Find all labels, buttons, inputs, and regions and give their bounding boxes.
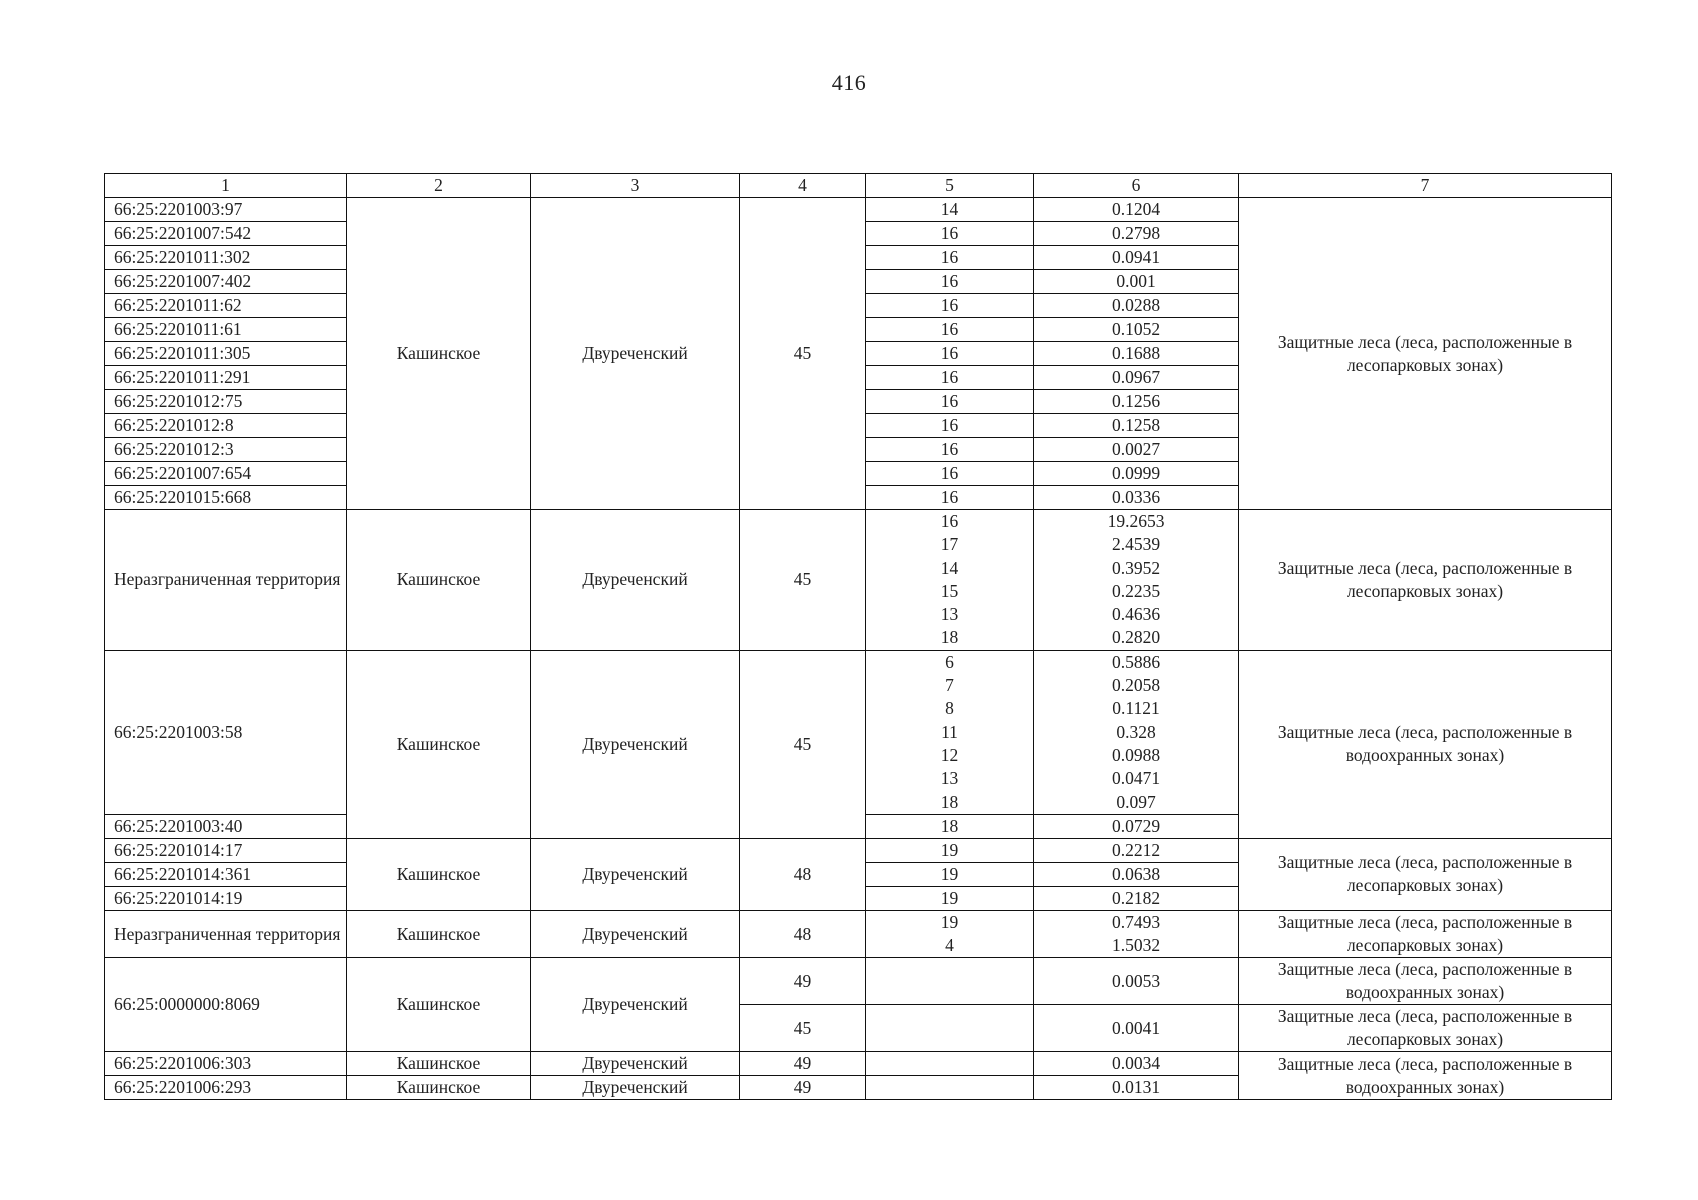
quarter-cell-line: 11 [941,721,958,742]
cadastral-number: 66:25:2201011:62 [105,294,347,318]
district-cell: Двуреченский [531,198,740,510]
area-cell-line: 2.4539 [1111,534,1161,555]
forestry-cell: Кашинское [347,650,531,838]
area-cell-line: 0.2235 [1111,580,1161,601]
number-cell: 48 [740,910,866,958]
district-cell: Двуреченский [531,1052,740,1076]
cadastral-number: 66:25:2201011:305 [105,342,347,366]
cadastral-number: 66:25:2201014:19 [105,886,347,910]
number-cell: 45 [740,510,866,651]
quarter-cell-line: 13 [940,768,959,789]
quarter-cell-line: 14 [940,557,959,578]
area-cell-line: 0.0988 [1111,744,1161,765]
cadastral-number: Неразграниченная территория [105,910,347,958]
number-cell: 49 [740,1076,866,1100]
number-cell: 49 [740,1052,866,1076]
area-cell: 0.0336 [1034,486,1239,510]
area-cell-line: 0.5886 [1111,651,1161,672]
quarter-cell: 16 [866,222,1034,246]
quarter-cell-line: 18 [940,627,959,648]
district-cell: Двуреченский [531,1076,740,1100]
quarter-cell: 16 [866,294,1034,318]
area-cell-line: 0.2820 [1111,627,1161,648]
cadastral-number: 66:25:2201012:3 [105,438,347,462]
district-cell: Двуреченский [531,838,740,910]
cadastral-number: 66:25:2201003:97 [105,198,347,222]
cadastral-number: 66:25:2201014:17 [105,838,347,862]
area-cell [1034,910,1239,958]
cadastral-number: 66:25:2201014:361 [105,862,347,886]
quarter-cell-line: 8 [945,698,954,719]
area-cell: 0.1052 [1034,318,1239,342]
quarter-cell-line: 15 [940,580,959,601]
quarter-cell-line: 19 [940,911,959,932]
category-cell: Защитные леса (леса, расположенные в водоохранных зонах) [1239,1052,1612,1100]
cadastral-number: 66:25:2201015:668 [105,486,347,510]
quarter-cell: 16 [866,342,1034,366]
area-cell-line: 0.328 [1116,721,1156,742]
cadastral-number: 66:25:2201006:303 [105,1052,347,1076]
cadastral-number: 66:25:2201011:302 [105,246,347,270]
area-cell-line: 1.5032 [1111,935,1161,956]
column-header: 4 [740,174,866,198]
table-row [105,1052,1612,1076]
area-cell-line: 0.4636 [1111,604,1161,625]
quarter-cell: 16 [866,246,1034,270]
column-header: 2 [347,174,531,198]
quarter-cell: 16 [866,486,1034,510]
cadastral-number: 66:25:2201006:293 [105,1076,347,1100]
quarter-cell: 16 [866,366,1034,390]
area-cell: 0.0041 [1034,1005,1239,1052]
area-cell-line: 0.7493 [1111,911,1161,932]
quarter-cell: 16 [866,270,1034,294]
number-cell: 49 [740,958,866,1005]
quarter-cell: 19 [866,886,1034,910]
cadastral-number: 66:25:2201003:40 [105,814,347,838]
quarter-cell [866,958,1034,1005]
area-cell: 0.0034 [1034,1052,1239,1076]
area-cell: 0.0053 [1034,958,1239,1005]
quarter-cell: 16 [866,462,1034,486]
cadastral-number: 66:25:2201007:402 [105,270,347,294]
forestry-cell: Кашинское [347,958,531,1052]
category-cell: Защитные леса (леса, расположенные в водоохранных зонах) [1239,958,1612,1005]
area-cell: 0.2798 [1034,222,1239,246]
quarter-cell: 16 [866,390,1034,414]
column-header: 1 [105,174,347,198]
cadastral-number: 66:25:2201011:61 [105,318,347,342]
area-cell: 0.1256 [1034,390,1239,414]
area-cell: 0.0999 [1034,462,1239,486]
number-cell: 45 [740,1005,866,1052]
page-number: 416 [831,70,867,95]
number-cell: 48 [740,838,866,910]
quarter-cell [866,650,1034,814]
area-cell: 0.1688 [1034,342,1239,366]
quarter-cell: 16 [866,318,1034,342]
area-cell-line: 0.1121 [1112,698,1160,719]
area-cell: 0.0027 [1034,438,1239,462]
quarter-cell: 16 [866,414,1034,438]
area-cell: 0.0288 [1034,294,1239,318]
forestry-cell: Кашинское [347,198,531,510]
quarter-cell-line: 4 [945,935,954,956]
number-cell: 45 [740,650,866,838]
quarter-cell [866,1076,1034,1100]
area-cell [1034,650,1239,814]
quarter-cell [866,510,1034,651]
category-cell: Защитные леса (леса, расположенные в водоохранных зонах) [1239,650,1612,838]
forestry-cell: Кашинское [347,910,531,958]
cadastral-number: 66:25:2201011:291 [105,366,347,390]
quarter-cell-line: 13 [940,604,959,625]
quarter-cell-line: 6 [945,651,954,672]
table-row [105,650,1612,814]
area-cell: 0.1258 [1034,414,1239,438]
quarter-cell [866,1005,1034,1052]
cadastral-number: 66:25:2201007:542 [105,222,347,246]
category-cell: Защитные леса (леса, расположенные в лесопарковых зонах) [1239,510,1612,651]
category-cell: Защитные леса (леса, расположенные в лесопарковых зонах) [1239,198,1612,510]
forestry-cell: Кашинское [347,510,531,651]
quarter-cell [866,910,1034,958]
table-header [105,174,1612,198]
category-cell: Защитные леса (леса, расположенные в лесопарковых зонах) [1239,1005,1612,1052]
table-row [105,198,1612,222]
district-cell: Двуреченский [531,910,740,958]
district-cell: Двуреченский [531,510,740,651]
quarter-cell: 19 [866,862,1034,886]
area-cell-line: 0.2058 [1111,675,1161,696]
forestry-cell: Кашинское [347,1076,531,1100]
area-cell-line: 0.0471 [1111,768,1161,789]
district-cell: Двуреченский [531,958,740,1052]
cadastral-number: Неразграниченная территория [105,510,347,651]
quarter-cell-line: 12 [940,744,959,765]
cadastral-number: 66:25:0000000:8069 [105,958,347,1052]
table-body [105,198,1612,1100]
cadastral-number: 66:25:2201012:8 [105,414,347,438]
column-header: 5 [866,174,1034,198]
quarter-cell: 18 [866,814,1034,838]
column-header: 3 [531,174,740,198]
quarter-cell: 14 [866,198,1034,222]
column-header: 6 [1034,174,1239,198]
area-cell-line: 0.097 [1116,791,1156,812]
area-cell-line: 0.3952 [1111,557,1161,578]
category-cell: Защитные леса (леса, расположенные в лесопарковых зонах) [1239,910,1612,958]
table-row [105,958,1612,1005]
table-row [105,510,1612,651]
area-cell: 0.0941 [1034,246,1239,270]
quarter-cell: 19 [866,838,1034,862]
quarter-cell: 16 [866,438,1034,462]
area-cell: 0.001 [1034,270,1239,294]
cadastral-number: 66:25:2201012:75 [105,390,347,414]
quarter-cell-line: 16 [940,511,959,531]
cadastral-number: 66:25:2201007:654 [105,462,347,486]
category-cell: Защитные леса (леса, расположенные в лесопарковых зонах) [1239,838,1612,910]
area-cell-line: 19.2653 [1107,511,1165,531]
quarter-cell-line: 7 [945,675,954,696]
column-header: 7 [1239,174,1612,198]
forestry-cell: Кашинское [347,838,531,910]
area-cell: 0.0729 [1034,814,1239,838]
cadastral-number: 66:25:2201003:58 [105,650,347,814]
area-cell: 0.1204 [1034,198,1239,222]
area-cell: 0.2212 [1034,838,1239,862]
area-cell: 0.0967 [1034,366,1239,390]
table-row [105,838,1612,862]
area-cell: 0.2182 [1034,886,1239,910]
forestry-cell: Кашинское [347,1052,531,1076]
quarter-cell-line: 17 [940,534,959,555]
area-cell: 0.0131 [1034,1076,1239,1100]
area-cell [1034,510,1239,651]
table-row [105,910,1612,958]
area-cell: 0.0638 [1034,862,1239,886]
number-cell: 45 [740,198,866,510]
forest-plots-table [104,173,1612,1100]
quarter-cell [866,1052,1034,1076]
quarter-cell-line: 18 [940,791,959,812]
district-cell: Двуреченский [531,650,740,838]
